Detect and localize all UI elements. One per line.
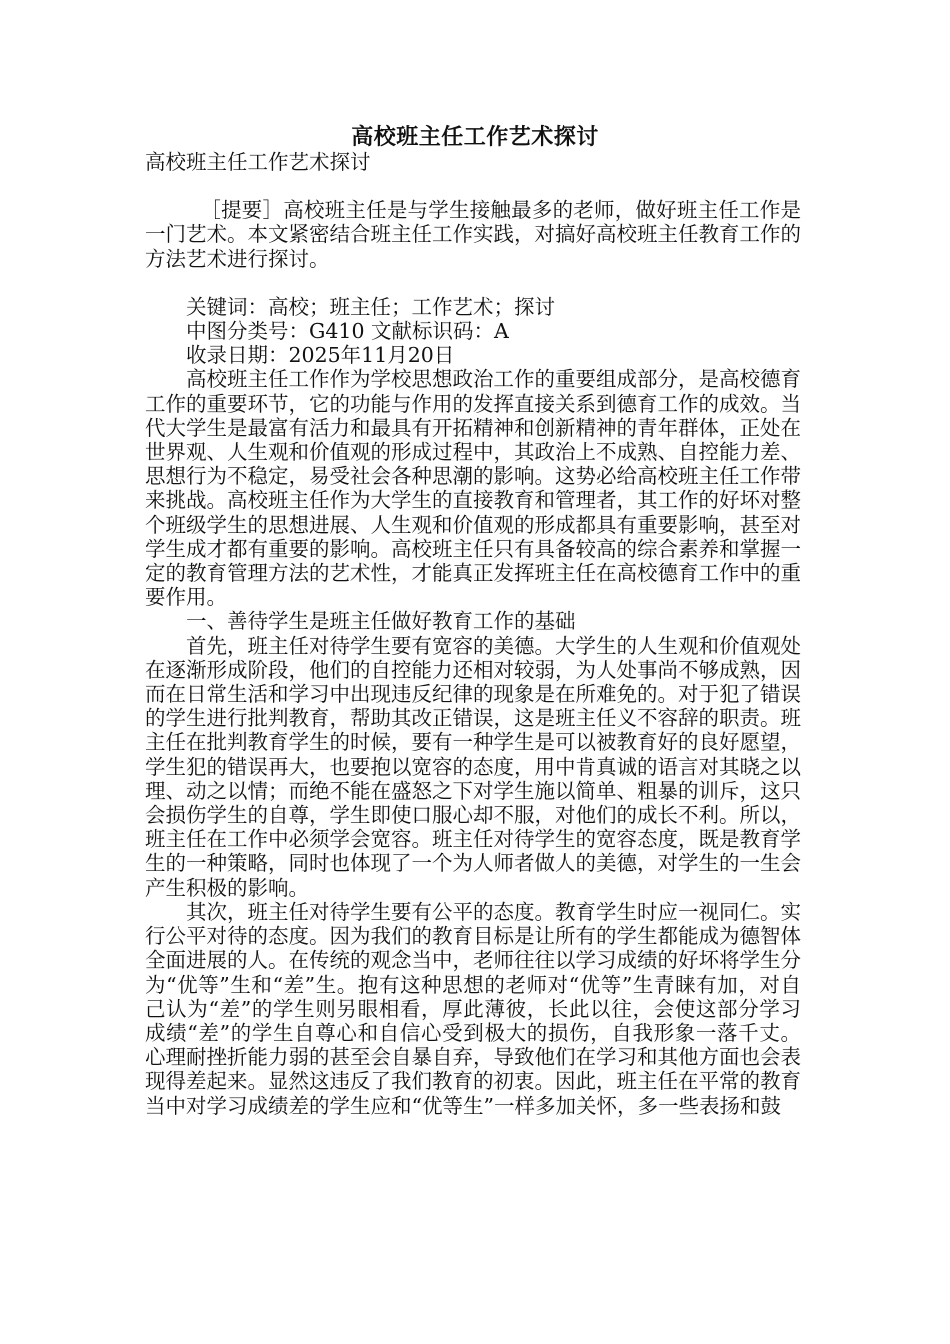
- spacer: [145, 174, 801, 198]
- body-paragraph-intro: 高校班主任工作作为学校思想政治工作的重要组成部分，是高校德育工作的重要环节，它的功能与作用的发挥直接关系到德育工作的成效。当代大学生是最富有活力和最具有开拓精神和创新精神的青年群体，正处在世界观、人生观和价值观的形成过程中，其政治上不成熟、自控能力差、思想行为不稳定，易受社会各种思潮的影响。这势必给高校班主任工作带来挑战。高校班主任作为大学生的直接教育和管理者，其工作的好坏对整个班级学生的思想进展、人生观和价值观的形成都具有重要影响，甚至对学生成才都有重要的影响。高校班主任只有具备较高的综合素养和掌握一定的教育管理方法的艺术性，才能真正发挥班主任在高校德育工作中的重要作用。: [145, 367, 801, 610]
- spacer: [145, 271, 801, 295]
- classification-line: 中图分类号：G410 文献标识码：A: [186, 319, 509, 344]
- section-heading: 一、善待学生是班主任做好教育工作的基础: [186, 609, 576, 634]
- document-body: [145, 150, 801, 1118]
- abstract-paragraph: ［提要］高校班主任是与学生接触最多的老师，做好班主任工作是一门艺术。本文紧密结合班主任工作实践，对搞好高校班主任教育工作的方法艺术进行探讨。: [145, 198, 801, 271]
- keywords-line: 关键词：高校；班主任；工作艺术；探讨: [186, 294, 555, 319]
- received-date-line: 收录日期：2025年11月20日: [186, 343, 455, 368]
- document-title: 高校班主任工作艺术探讨: [351, 124, 599, 150]
- document-subtitle: 高校班主任工作艺术探讨: [145, 150, 371, 174]
- body-paragraph-fairness: 其次，班主任对待学生要有公平的态度。教育学生时应一视同仁。实行公平对待的态度。因为我们的教育目标是让所有的学生都能成为德智体全面进展的人。在传统的观念当中，老师往往以学习成绩的好坏将学生分为“优等”生和“差”生。抱有这种思想的老师对“优等”生青睐有加，对自己认为“差”的学生则另眼相看，厚此薄彼，长此以往，会使这部分学习成绩“差”的学生自尊心和自信心受到极大的损伤，自我形象一落千丈。心理耐挫折能力弱的甚至会自暴自弃，导致他们在学习和其他方面也会表现得差起来。显然这违反了我们教育的初衷。因此，班主任在平常的教育当中对学习成绩差的学生应和“优等生”一样多加关怀，多一些表扬和鼓: [145, 899, 801, 1118]
- body-paragraph-tolerance: 首先，班主任对待学生要有宽容的美德。大学生的人生观和价值观处在逐渐形成阶段，他们的自控能力还相对较弱，为人处事尚不够成熟，因而在日常生活和学习中出现违反纪律的现象是在所难免的。对于犯了错误的学生进行批判教育，帮助其改正错误，这是班主任义不容辞的职责。班主任在批判教育学生的时候，要有一种学生是可以被教育好的良好愿望，学生犯的错误再大，也要抱以宽容的态度，用中肯真诚的语言对其晓之以理、动之以情；而绝不能在盛怒之下对学生施以简单、粗暴的训斥，这只会损伤学生的自尊，学生即使口服心却不服，对他们的成长不利。所以，班主任在工作中必须学会宽容。班主任对待学生的宽容态度，既是教育学生的一种策略，同时也体现了一个为人师者做人的美德，对学生的一生会产生积极的影响。: [145, 633, 801, 900]
